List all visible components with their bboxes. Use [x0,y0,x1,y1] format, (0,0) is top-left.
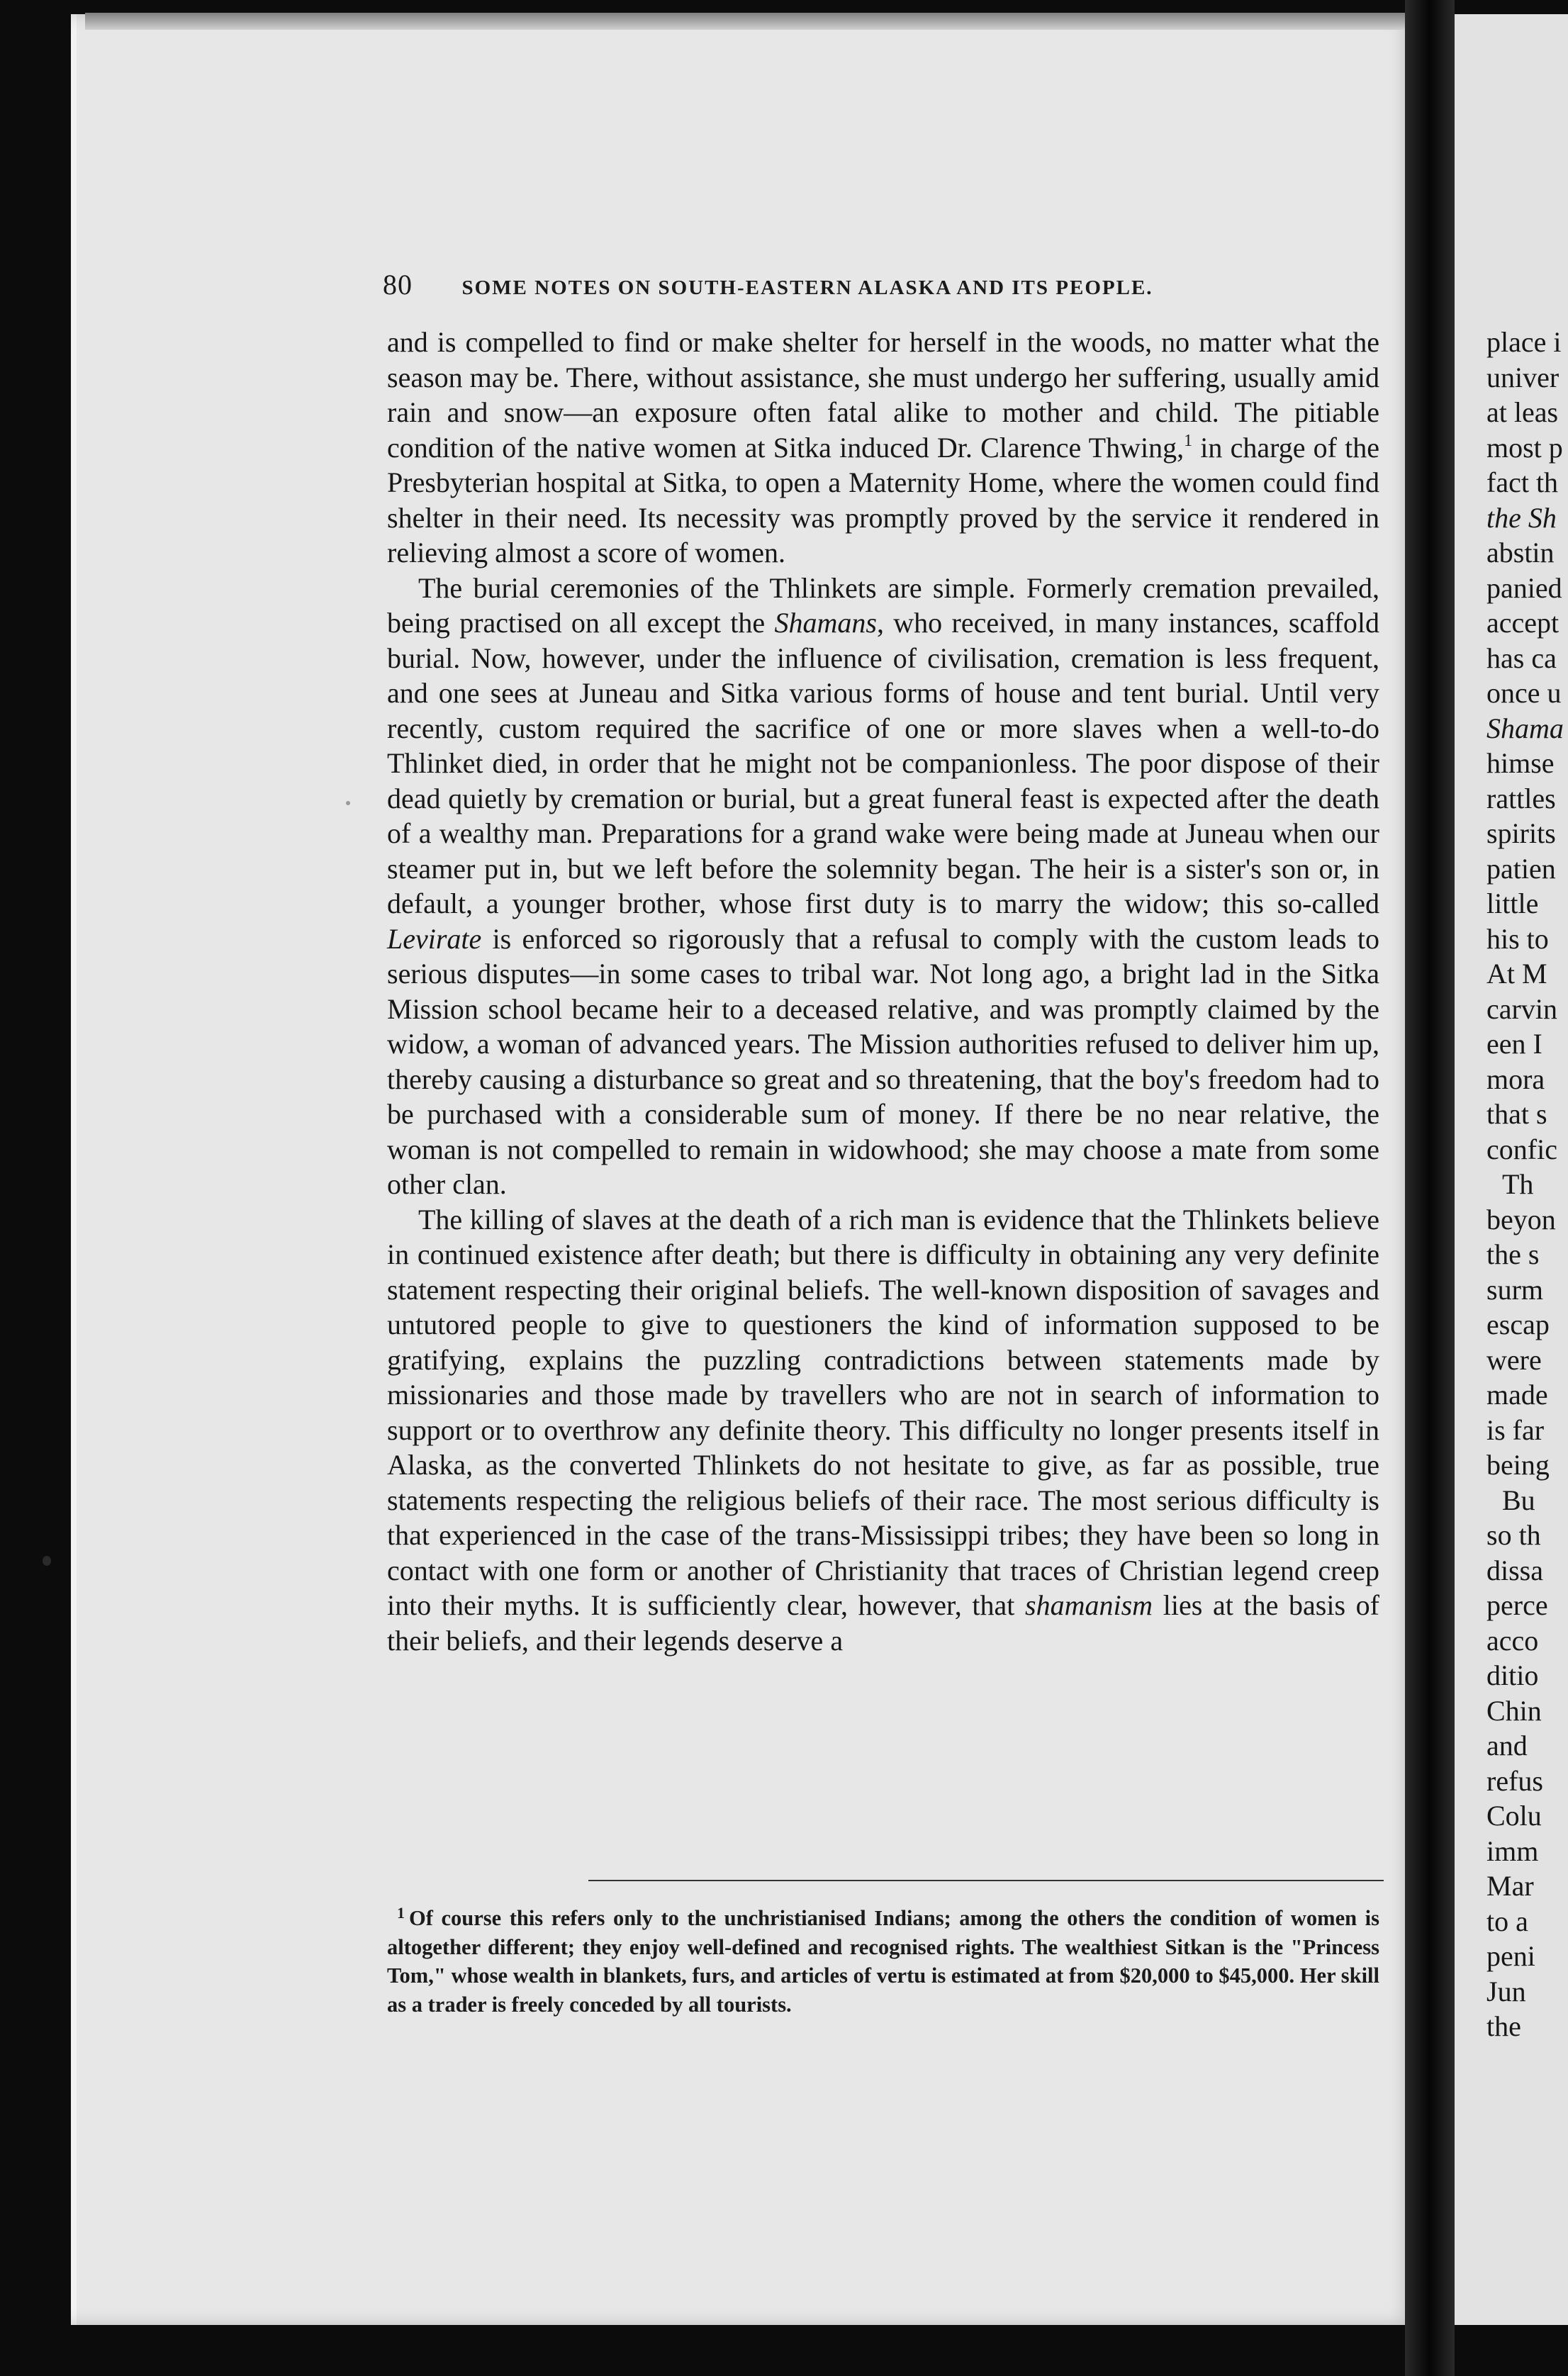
paragraph-text: The burial ceremonies of the Thlinkets are simple. Formerly cremation prevailed, being practised on all except the [387,571,1379,639]
facing-page-line: being [1486,1449,1550,1481]
footnote-marker: 1 [397,1904,405,1922]
italic-term: Levirate [387,922,482,955]
facing-page-line: his to [1486,922,1549,955]
footnote-text: Of course this refers only to the unchristianised Indians; among the others the condition of women is altogether different; they enjoy well-defined and recognised rights. The wealthiest Sitkan is the "Princess Tom," whose wealth in blankets, furs, and articles of vertu is estimated at from $20,000 to $45,000. Her skill as a trader is freely conceded by all tourists. [387,1906,1379,2017]
paragraph [387,325,1379,571]
facing-page-line: has ca [1486,641,1557,674]
facing-page-line: een I [1486,1028,1542,1060]
facing-page-line: Th [1502,1168,1534,1200]
facing-page-line: that s [1486,1098,1547,1130]
paragraph [387,1202,1379,1659]
facing-page-line: Shama [1486,712,1564,744]
facing-page-line: were [1486,1343,1542,1376]
facing-page-line: ditio [1486,1659,1539,1691]
italic-term: shamanism [1025,1589,1153,1621]
facing-page-line: once u [1486,677,1562,709]
facing-page-line: and [1486,1730,1528,1761]
facing-page-line: dissa [1486,1554,1543,1586]
facing-page-line: Chin [1486,1694,1542,1727]
paragraph-text: is enforced so rigorously that a refusal to comply with the custom leads to serious disputes—in some cases to tribal war. Not long ago, a bright lad in the Sitka Mission school became heir to a deceased relative, and was promptly claimed by the widow, a woman of advanced years. The Mission authorities refused to deliver him up, thereby causing a disturbance so great and so threatening, that the boy's freedom had to be purchased with a considerable sum of money. If there be no near relative, the woman is not compelled to remain in widowhood; she may choose a mate from some other clan. [387,922,1379,1200]
facing-page-text [1486,325,1568,2044]
facing-page-line: accept [1486,607,1559,639]
facing-page-line: to a [1486,1905,1528,1937]
facing-page-line: the Sh [1486,501,1557,534]
facing-page-line: carvin [1486,992,1557,1025]
facing-page-line: fact th [1486,466,1559,498]
facing-page-line: Mar [1486,1870,1534,1902]
print-speck [43,1556,51,1566]
book-gutter [1405,0,1455,2376]
page-number: 80 [383,269,413,301]
facing-page-line: escap [1486,1309,1550,1340]
facing-page-line: confic [1486,1133,1557,1165]
facing-page-line: surm [1486,1273,1543,1306]
facing-page-line: Jun [1486,1975,1526,2007]
facing-page-line: the [1486,2010,1521,2042]
facing-page-line: made [1486,1379,1548,1411]
facing-page-line: refus [1486,1764,1543,1797]
print-speck [346,801,350,805]
facing-page-line: so th [1486,1519,1541,1551]
paragraph-text: The killing of slaves at the death of a rich man is evidence that the Thlinkets believe in continued existence after death; but there is difficulty in obtaining any very definite statement respecting their original beliefs. The well-known disposition of savages and untutored people to give to questioners the kind of information supposed to be gratifying, explains the puzzling contradictions between statements made by missionaries and those made by travellers who are not in search of information to support or to overthrow any definite theory. This difficulty no longer presents itself in Alaska, as the converted Thlinkets do not hesitate to give, as far as possible, true statements respecting the religious beliefs of their race. The most serious difficulty is that experienced in the case of the trans-Mississippi tribes; they have been so long in contact with one form or another of Christianity that traces of Christian legend creep into their myths. It is sufficiently clear, however, that [387,1203,1379,1621]
facing-page-line: himse [1486,747,1555,779]
facing-page-line: Colu [1486,1800,1542,1832]
facing-page-line: panied [1486,571,1562,604]
facing-page-line: At M [1486,958,1547,990]
paragraph-text: lies at the basis of their beliefs, and their legends deserve a [387,1589,1379,1657]
facing-page-line: perce [1486,1589,1548,1621]
page-top-edge [85,13,1425,30]
facing-page-line: the s [1486,1238,1540,1270]
facing-page-line: at leas [1486,396,1559,428]
facing-page-line: little [1486,887,1539,919]
footnote [387,1904,1379,2019]
footnote-reference: 1 [1184,431,1193,450]
facing-page-line: rattles [1486,782,1556,814]
facing-page-line: univer [1486,361,1559,393]
facing-page-line: beyon [1486,1203,1556,1235]
facing-page-line: patien [1486,852,1556,885]
running-head [383,268,1389,308]
facing-page-line: is far [1486,1413,1545,1446]
facing-page-line: imm [1486,1834,1539,1867]
paragraph [387,571,1379,1202]
running-title: SOME NOTES ON SOUTH-EASTERN ALASKA AND ITS PEOPLE. [461,276,1153,299]
footnote-divider [588,1880,1384,1881]
facing-page-line: mora [1486,1063,1545,1095]
facing-page-line: Bu [1502,1484,1535,1516]
facing-page-line: place i [1486,326,1562,358]
body-text [387,325,1379,1658]
paragraph-text: in charge of the Presbyterian hospital at Sitka, to open a Maternity Home, where the women could find shelter in their need. Its necessity was promptly proved by the service it rendered in relieving almost a score of women. [387,431,1379,568]
facing-page-line: acco [1486,1624,1539,1657]
facing-page-line: abstin [1486,537,1555,568]
italic-term: Shamans [774,607,877,639]
paragraph-text: , who received, in many instances, scaffold burial. Now, however, under the influence of civilisation, cremation is less frequent, and one sees at Juneau and Sitka various forms of house and tent burial. Until very recently, custom required the sacrifice of one or more slaves when a well-to-do Thlinket died, in order that he might not be companionless. The poor dispose of their dead quietly by cremation or burial, but a great funeral feast is expected after the death of a wealthy man. Preparations for a grand wake were being made at Juneau when our steamer put in, but we left before the solemnity began. The heir is a sister's son or, in default, a younger brother, whose first duty is to marry the widow; this so-called [387,607,1379,919]
paragraph-text: and is compelled to find or make shelter for herself in the woods, no matter what the season may be. There, without assistance, she must undergo her suffering, usually amid rain and snow—an exposure often fatal alike to mother and child. The pitiable condition of the native women at Sitka induced Dr. Clarence Thwing, [387,326,1379,464]
facing-page-line: peni [1486,1940,1535,1972]
facing-page-line: spirits [1486,817,1556,849]
facing-page-line: most p [1486,431,1563,464]
